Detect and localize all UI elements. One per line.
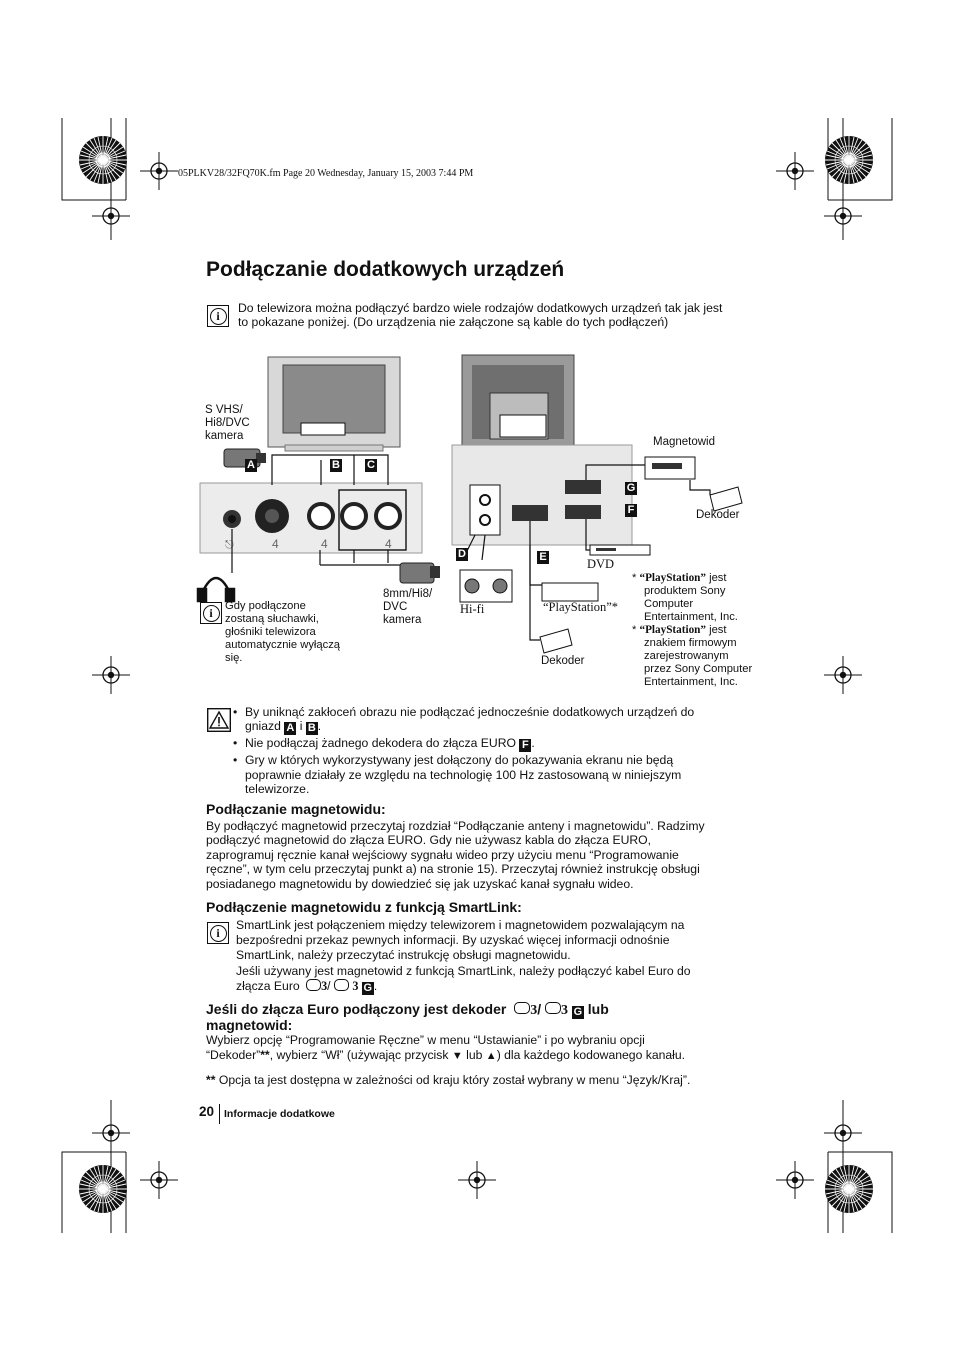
badge-g: G <box>626 482 636 494</box>
euro-smartlink-icon <box>545 1002 561 1014</box>
warning-item: • By uniknąć zakłoceń obrazu nie podłączać jednocześnie dodatkowych urządzeń do gniazd A i B . <box>233 705 753 735</box>
label-playstation: “PlayStation”* <box>543 600 618 614</box>
badge-b: B <box>330 459 342 472</box>
euro-in-icon <box>514 1002 530 1014</box>
label-magnetowid: Magnetowid <box>653 436 716 448</box>
section-heading-vcr: Podłączanie magnetowidu: <box>206 801 386 817</box>
page-title: Podłączanie dodatkowych urządzeń <box>206 258 565 281</box>
tv-front <box>268 357 400 451</box>
label-dekoder-bottom: Dekoder <box>541 655 585 667</box>
section-body-decoder: Wybierz opcję “Programowanie Ręczne” w menu “Ustawianie” i po wybraniu opcji “Dekoder”**, wybierz “Wł” (używając przycisk ▼ lub ▲) dla każdego kodowanego kanału. <box>206 1033 686 1062</box>
availability-note: ** Opcja ta jest dostępna w zależności od kraju który został wybrany w menu “Język/Kraj”. <box>206 1073 691 1087</box>
footer-section: Informacje dodatkowe <box>224 1108 335 1120</box>
label-dvd: DVD <box>587 557 615 571</box>
trademark-footnote-2: * “PlayStation” jest znakiem firmowym zarejestrowanym przez Sony Computer Entertainment, Inc. <box>632 624 753 688</box>
vcr-icon <box>645 457 695 479</box>
label-dekoder-right: Dekoder <box>696 509 740 521</box>
decoder-bottom-icon <box>540 629 572 653</box>
playstation-icon <box>542 583 598 601</box>
warning-icon <box>207 708 231 732</box>
tv-back <box>462 355 574 449</box>
svg-text:4: 4 <box>321 537 328 551</box>
info-icon: i <box>207 922 229 944</box>
section-heading-decoder-2: magnetowid: <box>206 1017 293 1033</box>
badge-e: E <box>537 551 549 564</box>
section-heading-smartlink: Podłączenie magnetowidu z funkcją SmartLink: <box>206 899 522 915</box>
warning-item: • Gry w których wykorzystywany jest dołączony do pokazywania ekranu nie będą poprawnie działały ze względu na technologię 100 Hz zastosowaną w niniejszym telewizorze. <box>233 753 753 796</box>
badge-c: C <box>365 459 377 472</box>
arrow-down-icon: ▼ <box>451 1050 463 1062</box>
page-number: 20 <box>199 1104 215 1119</box>
decoder-icon <box>710 487 742 511</box>
warning-item: • Nie podłączaj żadnego dekodera do złącza EURO F . <box>233 736 753 752</box>
label-8mm-camera: 8mm/Hi8/ DVC kamera <box>383 588 433 626</box>
info-icon: i <box>207 305 229 327</box>
warnings-list <box>233 705 753 797</box>
badge-d: D <box>456 548 468 561</box>
intro-text: Do telewizora można podłączyć bardzo wiele rodzajów dodatkowych urządzeń tak jak jest to pokazane poniżej. (Do urządzenia nie załączone są kable do tych podłączeń) <box>238 301 723 330</box>
label-hifi: Hi-fi <box>460 602 485 616</box>
badge-f: F <box>625 504 637 517</box>
svg-text:4: 4 <box>385 537 392 551</box>
euro-smartlink-icon <box>334 979 349 991</box>
svg-text:4: 4 <box>272 537 279 551</box>
dvd-icon <box>590 545 650 555</box>
hifi-icon <box>460 570 512 602</box>
svg-text:⎋: ⎋ <box>225 539 234 551</box>
file-header: 05PLKV28/32FQ70K.fm Page 20 Wednesday, January 15, 2003 7:44 PM <box>178 168 474 179</box>
label-svhs-camera: S VHS/ Hi8/DVC kamera <box>205 404 250 442</box>
badge-a: A <box>245 459 257 472</box>
headphones-icon <box>198 578 234 601</box>
trademark-footnote-1: * “PlayStation” jest produktem Sony Computer Entertainment, Inc. <box>632 572 738 623</box>
section-body-vcr: By podłączyć magnetowid przeczytaj rozdział “Podłączanie anteny i magnetowidu”. Radzimy podłączyć magnetowid do złącza EURO. Gdy nie używasz kabla do złącza EURO, zaprogramuj ręcznie kanał wejściowy sygnału wideo przy użyciu menu “Programowanie ręczne”, w tym celu przeczytaj punkt a) na stronie 15). Przeczytaj również instrukcję obsługi posiadanego magnetowidu by dowiedzieć się jak uzyskać kanał sygnału wideo. <box>206 819 705 891</box>
section-body-smartlink: SmartLink jest połączeniem między telewizorem i magnetowidem pozwalającym na bezpośredni przekaz pewnych informacji. By uzyskać więcej informacji odnośnie SmartLink, należy przeczytać instrukcję obsługi magnetowidu. Jeśli używany jest magnetowid z funkcją SmartLink, należy podłączyć kabel Euro do złącza Euro 3/ 3 G . <box>236 918 691 994</box>
euro-in-icon <box>306 979 321 991</box>
section-heading-decoder: Jeśli do złącza Euro podłączony jest dekoder 3/ 3 G lub <box>206 1001 609 1018</box>
headphone-note: Gdy podłączone zostaną słuchawki, głośniki telewizora automatycznie wyłączą się. <box>225 600 341 664</box>
footer-divider <box>219 1104 220 1124</box>
arrow-up-icon: ▲ <box>485 1050 497 1062</box>
camcorder-8mm-icon <box>400 563 440 583</box>
info-icon: i <box>200 602 222 624</box>
